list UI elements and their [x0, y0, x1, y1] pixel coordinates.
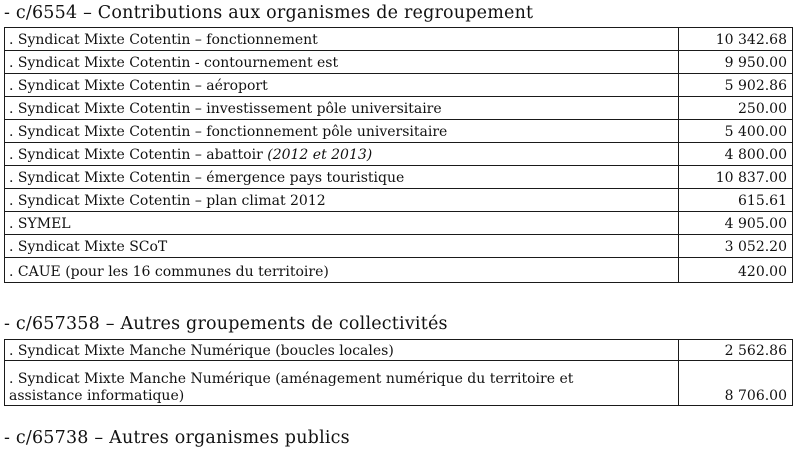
- row-label-line: assistance informatique): [9, 388, 185, 404]
- table-row: [5, 120, 793, 143]
- row-amount: 10 342.68: [679, 28, 793, 51]
- row-amount: 3 052.20: [679, 235, 793, 258]
- row-label: . Syndicat Mixte Cotentin – fonctionnement pôle universitaire: [5, 120, 679, 143]
- row-label: . Syndicat Mixte Cotentin – investissement pôle universitaire: [5, 97, 679, 120]
- table-row: [5, 51, 793, 74]
- contributions-table: [4, 27, 793, 283]
- row-label: . Syndicat Mixte Cotentin – aéroport: [5, 74, 679, 97]
- row-label: . CAUE (pour les 16 communes du territoire): [5, 258, 679, 283]
- row-amount: 5 400.00: [679, 120, 793, 143]
- row-amount: 250.00: [679, 97, 793, 120]
- row-amount: 10 837.00: [679, 166, 793, 189]
- table-row: [5, 212, 793, 235]
- row-amount: 2 562.86: [679, 340, 793, 361]
- row-amount: 615.61: [679, 189, 793, 212]
- row-amount: 4 800.00: [679, 143, 793, 166]
- row-label: . Syndicat Mixte Cotentin – fonctionnement: [5, 28, 679, 51]
- table-row: [5, 258, 793, 283]
- row-amount: 420.00: [679, 258, 793, 283]
- row-amount: 5 902.86: [679, 74, 793, 97]
- row-label-line: . Syndicat Mixte Manche Numérique (aménagement numérique du territoire et: [9, 371, 574, 387]
- section-heading-65738: - c/65738 – Autres organismes publics: [4, 428, 350, 448]
- table-row: [5, 340, 793, 361]
- row-label: . Syndicat Mixte Cotentin – plan climat 2012: [5, 189, 679, 212]
- section-heading-6554: - c/6554 – Contributions aux organismes de regroupement: [4, 3, 534, 23]
- row-label: . Syndicat Mixte Manche Numérique (boucles locales): [5, 340, 679, 361]
- table-row: [5, 28, 793, 51]
- table-row: [5, 166, 793, 189]
- section-heading-657358: - c/657358 – Autres groupements de collectivités: [4, 314, 448, 334]
- row-label: . SYMEL: [5, 212, 679, 235]
- table-row: [5, 97, 793, 120]
- row-amount: 9 950.00: [679, 51, 793, 74]
- row-amount: 4 905.00: [679, 212, 793, 235]
- row-label: . Syndicat Mixte Cotentin – émergence pays touristique: [5, 166, 679, 189]
- table-row: [5, 74, 793, 97]
- row-label-multiline: [5, 361, 679, 406]
- table-row: [5, 235, 793, 258]
- table-row: [5, 143, 793, 166]
- row-note: (2012 et 2013): [267, 147, 373, 163]
- row-label: . Syndicat Mixte SCoT: [5, 235, 679, 258]
- row-label-with-note: [5, 143, 679, 166]
- row-label: . Syndicat Mixte Cotentin - contournement est: [5, 51, 679, 74]
- row-amount: 8 706.00: [679, 361, 793, 406]
- groupements-table: [4, 339, 793, 406]
- table-row: [5, 361, 793, 406]
- row-label: . Syndicat Mixte Cotentin – abattoir: [9, 147, 263, 163]
- table-row: [5, 189, 793, 212]
